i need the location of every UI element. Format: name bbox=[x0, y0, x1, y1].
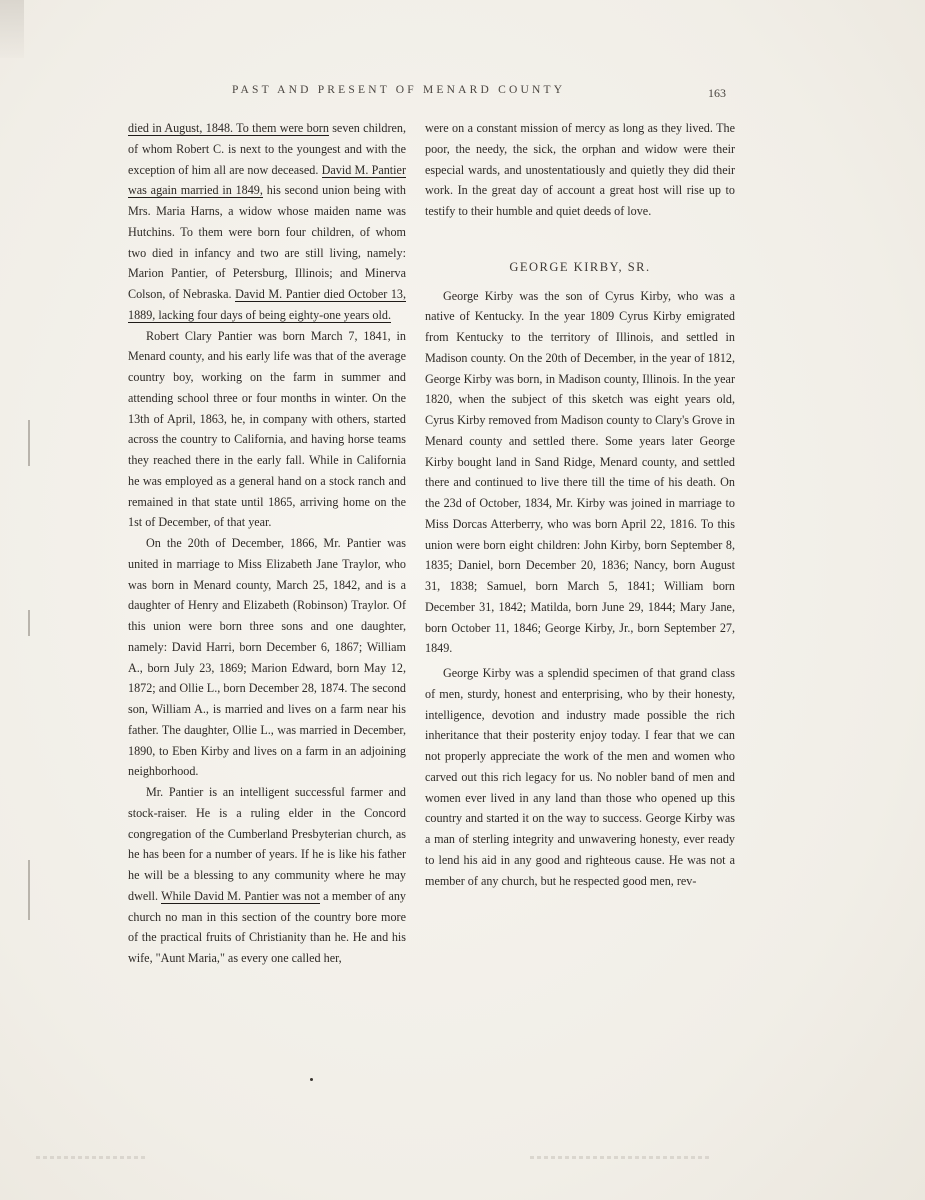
paragraph bbox=[128, 118, 406, 326]
section-heading: GEORGE KIRBY, SR. bbox=[509, 259, 651, 274]
ink-speck bbox=[310, 1078, 313, 1081]
page-number: 163 bbox=[708, 86, 726, 100]
text-run: Mr. Pantier is an intelligent successful farmer and stock-raiser. He is a ruling elder in the Concord congregation of the Cumberland Presbyterian church, as he has been for a number of years. If he is like his father he will be a blessing to any community where he may dwell. bbox=[128, 785, 406, 903]
paragraph: Robert Clary Pantier was born March 7, 1841, in Menard county, and his early life was that of the average country boy, working on the farm in summer and attending school three or four months in winter. On the 13th of April, 1863, he, in company with others, started across the country to California, and having horse teams they reached there in the early fall. While in California he was employed as a general hand on a stock ranch and remained in that state until 1865, arriving home on the 1st of December, of that year. bbox=[128, 328, 406, 530]
margin-mark bbox=[28, 610, 30, 636]
paragraph bbox=[128, 782, 406, 969]
underlined-text: died in August, 1848. To them were born bbox=[128, 121, 329, 135]
right-column bbox=[425, 118, 735, 891]
left-column bbox=[128, 118, 406, 969]
text-run: a member of any church no man in this section of the country bore more of the practical fruits of Christianity than he. He and his wife, "Aunt Maria," as every one called her, bbox=[128, 888, 406, 965]
text-run: his second union being with Mrs. Maria Harns, a widow whose maiden name was Hutchins. To them were born four children, of whom two died in infancy and two are still living, namely: Marion Pantier, of Petersburg, Illinois; and Minerva Colson, of Nebraska. bbox=[128, 183, 406, 301]
scan-corner-shadow bbox=[0, 0, 24, 58]
faint-footer-mark bbox=[530, 1156, 710, 1159]
paragraph: On the 20th of December, 1866, Mr. Pantier was united in marriage to Miss Elizabeth Jane Traylor, who was born in Menard county, March 25, 1842, and is a daughter of Henry and Elizabeth (Robinson) Traylor. Of this union were born three sons and one daughter, namely: David Harri, born December 6, 1867; William A., born July 23, 1869; Marion Edward, born May 12, 1872; and Ollie L., born December 28, 1874. The second son, William A., is married and lives on a farm near his father. The daughter, Ollie L., was married in December, 1890, to Eben Kirby and lives on a farm in an adjoining neighborhood. bbox=[128, 536, 406, 779]
underlined-text: David M. Pantier died October 13, 1889, lacking four days of being eighty-one years old. bbox=[128, 287, 406, 322]
faint-footer-mark bbox=[36, 1156, 146, 1159]
underlined-text: While David M. Pantier was not bbox=[161, 888, 320, 903]
margin-mark bbox=[28, 420, 30, 466]
paragraph: were on a constant mission of mercy as long as they lived. The poor, the needy, the sick, the orphan and widow were their especial wards, and unostentatiously and quietly they did their work. In the great day of account a great host will rise up to testify to their humble and quiet deeds of love. bbox=[425, 121, 735, 218]
running-head: PAST AND PRESENT OF MENARD COUNTY bbox=[232, 84, 566, 96]
underlined-text: David M. Pantier was again married in 1849, bbox=[128, 162, 406, 198]
paragraph: George Kirby was the son of Cyrus Kirby, who was a native of Kentucky. In the year 1809 Cyrus Kirby emigrated from Kentucky to the territory of Illinois, and settled in Madison county. On the 20th of December, in the year of 1812, George Kirby was born, in Madison county, Illinois. In the year 1820, when the subject of this sketch was eight years old, Cyrus Kirby removed from Madison county to Clary's Grove in Menard county and settled there. Some years later George Kirby bought land in Sand Ridge, Menard county, and settled there and continued to live there till the time of his death. On the 23d of October, 1834, Mr. Kirby was joined in marriage to Miss Dorcas Atterberry, who was born April 22, 1816. To this union were born eight children: John Kirby, born September 8, 1835; Daniel, born December 20, 1836; Nancy, born August 31, 1838; Samuel, born March 5, 1841; William born December 31, 1842; Matilda, born June 29, 1844; Mary Jane, born October 11, 1846; George Kirby, Jr., born September 27, 1849. bbox=[425, 288, 735, 656]
margin-mark bbox=[28, 860, 30, 920]
paragraph: George Kirby was a splendid specimen of that grand class of men, sturdy, honest and enterprising, who by their honesty, intelligence, devotion and industry made possible the rich inheritance that their posterity enjoy today. I fear that we can not properly appreciate the work of the men and women who carved out this rich legacy for us. No nobler band of men and women ever lived in any land than those who opened up this country and started it on the way to success. George Kirby was a man of sterling integrity and unwavering honesty, ever ready to lend his aid in any good and righteous cause. He was not a member of any church, but he respected good men, rev- bbox=[425, 666, 735, 888]
text-run: seven children, of whom Robert C. is next to the youngest and with the exception of him all are now deceased. bbox=[128, 121, 406, 177]
